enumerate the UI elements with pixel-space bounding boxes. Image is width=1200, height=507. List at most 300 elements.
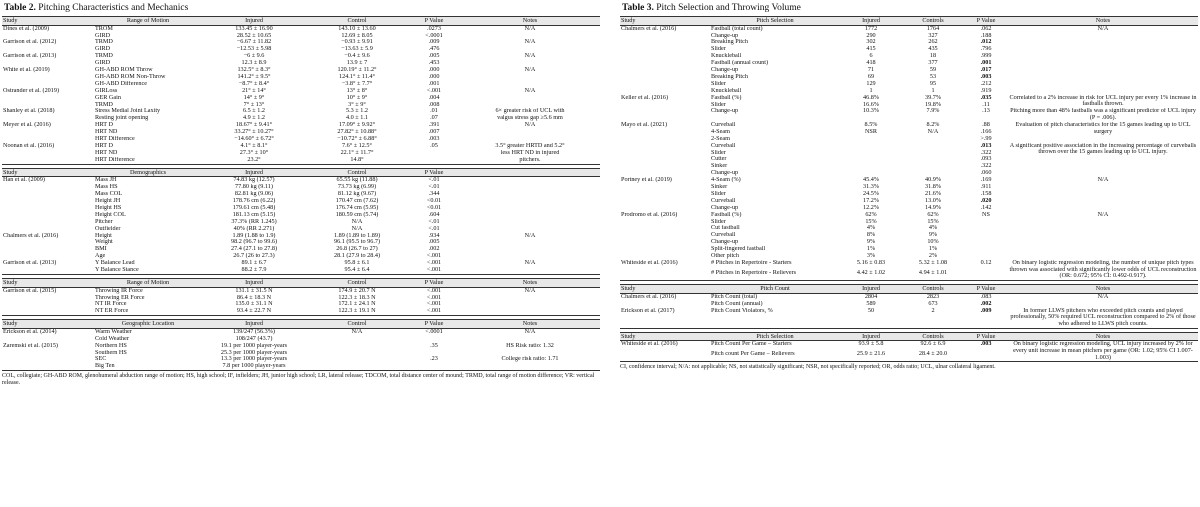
- table-cell: [2, 184, 94, 191]
- table-row: [620, 253, 1198, 260]
- table-cell: HRT Difference: [95, 136, 135, 143]
- table-cell: <.001: [426, 260, 442, 267]
- table-cell: .062: [980, 25, 992, 32]
- table-cell: −12.53 ± 5.98: [236, 46, 272, 53]
- table-cell: 290: [866, 32, 876, 39]
- table-cell: −10.72° ± 6.88°: [337, 136, 377, 143]
- column-header: Geographic Location: [121, 320, 175, 328]
- table-cell: 7.8 per 1000 player-years: [222, 363, 286, 370]
- table-cell: 74.83 kg (12.57): [233, 176, 275, 184]
- table-cell: Chalmers et al. (2016): [621, 293, 677, 300]
- table-cell: [1008, 253, 1198, 260]
- table-cell: [964, 270, 1008, 281]
- table-cell: 5.32 ± 1.08: [918, 260, 948, 266]
- table-cell: Meyer et al. (2016): [3, 122, 51, 129]
- table-cell: 7.9%: [926, 108, 940, 115]
- table-cell: .035: [980, 94, 992, 101]
- table-row: [2, 184, 600, 191]
- table-cell: <.01: [428, 225, 440, 232]
- section-header-row: [2, 320, 600, 329]
- table-cell: 1: [869, 87, 873, 94]
- table-cell: [620, 81, 710, 88]
- table-cell: 4%: [866, 225, 876, 232]
- table-cell: <.01: [428, 184, 440, 191]
- table-cell: [620, 205, 710, 212]
- table-cell: Breaking Pitch: [711, 39, 748, 46]
- table-row: [2, 267, 600, 274]
- column-header: P Value: [424, 320, 444, 328]
- column-header: Controls: [922, 332, 944, 340]
- table-cell: [460, 267, 600, 274]
- table-cell: .11: [982, 101, 990, 108]
- table-cell: 2823: [926, 293, 940, 300]
- table-cell: 40% (RR 2.271): [233, 225, 275, 232]
- table-cell: [620, 225, 710, 232]
- table-cell: 77.80 kg (9.11): [235, 184, 273, 191]
- table-cell: [620, 351, 710, 362]
- table-cell: BMI: [95, 246, 107, 253]
- table-cell: pitchers.: [519, 156, 541, 163]
- table-cell: SEC: [95, 356, 107, 363]
- column-header: P Value: [976, 17, 996, 24]
- table-cell: Height JH: [95, 198, 121, 205]
- table-cell: Other pitch: [711, 253, 740, 260]
- table-cell: Pitch Count Per Game – Starters: [711, 340, 792, 348]
- table-cell: 73.73 kg (6.99): [337, 184, 377, 191]
- table-cell: Zaremski et al. (2015): [3, 342, 58, 349]
- table-row: [2, 67, 600, 74]
- table-cell: [1008, 205, 1198, 212]
- column-header: [460, 168, 600, 177]
- table-cell: 28.52 ± 10.65: [236, 32, 272, 39]
- table-cell: .169: [980, 177, 992, 184]
- table-cell: [620, 108, 710, 121]
- table-row: [2, 198, 600, 205]
- table-cell: [902, 136, 964, 143]
- table-cell: [1008, 67, 1198, 74]
- table-cell: [620, 163, 710, 170]
- table-cell: [460, 212, 600, 219]
- table-cell: Noonan et al. (2016): [3, 143, 55, 149]
- column-header: Control: [347, 320, 367, 328]
- table-cell: 7.6° ± 12.5°: [341, 143, 372, 149]
- table-cell: Chalmers et al. (2016): [3, 232, 59, 239]
- table-cell: [460, 239, 600, 246]
- table-cell: .322: [980, 163, 992, 170]
- column-header: Study: [3, 168, 18, 176]
- table-cell: .001: [428, 80, 440, 87]
- table-cell: 129: [866, 80, 876, 87]
- table-cell: [1008, 81, 1198, 88]
- column-header: P Value: [424, 168, 444, 176]
- table-cell: [460, 184, 600, 191]
- column-header: Control: [347, 17, 367, 24]
- table-cell: 95: [929, 80, 937, 87]
- table-cell: [2, 81, 94, 88]
- table-cell: .01: [430, 108, 438, 115]
- table-row: [2, 88, 600, 95]
- table-cell: 4.0 ± 1.1: [346, 115, 368, 122]
- table-cell: .07: [430, 115, 438, 122]
- table-cell: 81.12 kg (9.67): [337, 191, 377, 198]
- table-row: [620, 33, 1198, 40]
- column-header: Notes: [1095, 332, 1111, 340]
- table-cell: [620, 60, 710, 67]
- table-cell: Fastball (annual count): [711, 60, 769, 67]
- table-row: [2, 295, 600, 302]
- table-cell: [460, 191, 600, 198]
- table-cell: [1008, 246, 1198, 253]
- table-cell: Sinker: [711, 184, 728, 191]
- table-cell: Height HS: [95, 204, 122, 211]
- table-cell: 139/247 (56.3%): [233, 328, 275, 335]
- table-cell: .060: [980, 170, 992, 177]
- table-cell: Change-up: [711, 204, 739, 211]
- column-header: Study: [3, 17, 18, 24]
- table-cell: [2, 95, 94, 102]
- table-cell: 8%: [866, 232, 876, 239]
- table-cell: [2, 157, 94, 164]
- table-cell: Whiteside et al. (2016): [621, 340, 678, 348]
- table-cell: −0.93 ± 9.91: [341, 39, 373, 46]
- table-cell: [460, 253, 600, 260]
- table-row: [620, 341, 1198, 352]
- table-cell: 13.0%: [925, 197, 941, 204]
- table-cell: .0273: [427, 25, 441, 32]
- table-cell: [460, 246, 600, 253]
- table-cell: 89.1 ± 6.7: [241, 260, 267, 267]
- table-cell: 176.74 cm (5.95): [335, 204, 379, 211]
- table-cell: 415: [866, 46, 876, 53]
- table-cell: [2, 336, 94, 343]
- table-row: [620, 191, 1198, 198]
- table-row: [2, 212, 600, 219]
- table-cell: Southern HS: [95, 349, 127, 356]
- table-cell: 82.81 kg (9.06): [234, 191, 274, 198]
- table-row: [2, 356, 600, 363]
- table-cell: [460, 308, 600, 315]
- table-cell: [2, 363, 94, 370]
- table-cell: NT IR Force: [95, 301, 127, 308]
- table-cell: N/A: [1097, 25, 1109, 32]
- table-cell: Fastball (%): [711, 94, 742, 101]
- table-cell: [460, 129, 600, 136]
- column-header: P Value: [424, 279, 444, 286]
- table-cell: 65.55 kg (11.88): [336, 176, 378, 184]
- table-cell: <0.01: [426, 198, 442, 205]
- table-cell: HRT ND: [95, 129, 118, 136]
- table-cell: Whiteside et al. (2016): [621, 260, 678, 266]
- table-cell: 5.16 ± 0.83: [856, 260, 886, 266]
- table-cell: [620, 156, 710, 163]
- table-cell: Change-up: [711, 170, 739, 177]
- table-cell: [902, 156, 964, 163]
- table-cell: 8.5%: [864, 121, 878, 128]
- table-cell: Big Ten: [95, 363, 115, 370]
- table-cell: [460, 295, 600, 302]
- table-cell: <.001: [426, 294, 442, 301]
- table-cell: [408, 150, 460, 157]
- table-cell: 131.1 ± 31.5 N: [235, 287, 273, 294]
- table-cell: .05: [430, 143, 438, 149]
- table-cell: 13.9 ± 7: [346, 60, 368, 67]
- table-cell: 28.4 ± 20.0: [918, 351, 948, 358]
- table-cell: .796: [980, 46, 992, 53]
- column-header: Controls: [922, 17, 944, 24]
- table-cell: 4.9 ± 1.2: [243, 115, 265, 122]
- table-cell: .391: [428, 122, 440, 129]
- table-cell: .093: [980, 156, 992, 163]
- table-cell: .344: [428, 191, 440, 198]
- table-cell: 4%: [928, 225, 938, 232]
- table-cell: 13° ± 8°: [346, 87, 368, 94]
- table-row: [620, 246, 1198, 253]
- table-cell: .322: [980, 149, 992, 156]
- table-cell: .007: [428, 129, 440, 136]
- table-row: [620, 219, 1198, 226]
- table-cell: 88.2 ± 7.9: [241, 267, 267, 274]
- table-row: [2, 46, 600, 53]
- table-cell: Y Balance Lead: [95, 260, 135, 267]
- table-cell: 62%: [927, 211, 939, 218]
- table-cell: <.0001: [425, 328, 443, 335]
- table-cell: [460, 95, 600, 102]
- table-cell: [902, 163, 964, 170]
- table-cell: [306, 343, 408, 350]
- table-cell: <.0001: [425, 32, 443, 39]
- table-2-footnote: COL, collegiate; GH-ABD ROM, glenohumeral abduction range of motion; HS, high school; IF, infielders; JH, junior high school; LR, lateral release; TDCOM, total distance center of mound; TRMD, total range of motion difference; VR: vertical release.: [2, 373, 595, 387]
- table-row: [2, 336, 600, 343]
- table-cell: Resting joint opening: [95, 115, 149, 122]
- table-row: [2, 239, 600, 246]
- table-cell: 14.9%: [925, 204, 941, 211]
- table-row: [620, 260, 1198, 270]
- column-header: Notes: [1095, 285, 1111, 293]
- table-cell: Slider: [711, 218, 726, 225]
- table-cell: [2, 246, 94, 253]
- table-cell: <.001: [426, 287, 442, 294]
- table-cell: N/A: [1097, 177, 1109, 184]
- table-row: [2, 102, 600, 109]
- table-cell: Slider: [711, 190, 726, 197]
- table-cell: [620, 129, 710, 136]
- table-cell: GIRD: [95, 60, 111, 67]
- table-cell: GIRD: [95, 32, 111, 39]
- table-cell: [408, 336, 460, 343]
- table-cell: [460, 219, 600, 226]
- table-cell: 6.5 ± 1.2: [243, 108, 265, 115]
- table-cell: .934: [428, 232, 440, 239]
- table-cell: 181.13 cm (5.15): [232, 211, 276, 218]
- table-cell: 17.09° ± 9.92°: [338, 122, 376, 129]
- table-cell: [460, 74, 600, 81]
- table-cell: [460, 226, 600, 233]
- table-row: [2, 33, 600, 40]
- table-row: [2, 177, 600, 184]
- table-cell: Garrison et al. (2013): [3, 260, 57, 267]
- table-row: [620, 239, 1198, 246]
- table-row: [620, 177, 1198, 184]
- table-cell: 93.9 ± 5.8: [858, 340, 884, 348]
- table-cell: 15%: [927, 218, 939, 225]
- table-cell: <.001: [426, 267, 442, 274]
- column-header: Control: [347, 168, 367, 176]
- table-cell: valgus stress gap ≥5.6 mm: [497, 115, 563, 122]
- table-cell: 143.10 ± 13.60: [338, 25, 376, 32]
- table-cell: [460, 102, 600, 109]
- table-cell: [460, 198, 600, 205]
- table-cell: [840, 143, 902, 150]
- table-cell: GIRD: [95, 46, 111, 53]
- table-cell: 69: [867, 73, 875, 80]
- table-cell: 135.0 ± 31.1 N: [235, 301, 273, 308]
- table-cell: .017: [980, 67, 992, 74]
- table-cell: [2, 33, 94, 40]
- table-row: [2, 301, 600, 308]
- table-cell: 27.4 (27.1 to 27.8): [230, 246, 278, 253]
- table-cell: 15%: [865, 218, 877, 225]
- table-cell: HRT D: [95, 143, 113, 149]
- table-cell: .008: [428, 101, 440, 108]
- table-cell: N/A: [524, 25, 536, 32]
- table-cell: NS: [982, 211, 990, 218]
- table-row: [2, 74, 600, 81]
- table-row: [2, 253, 600, 260]
- table-cell: NSR: [864, 128, 878, 135]
- table-cell: [620, 33, 710, 40]
- table-cell: 12.69 ± 8.05: [341, 32, 373, 39]
- table-cell: 1%: [866, 246, 876, 253]
- table-cell: [620, 219, 710, 226]
- table-cell: [2, 136, 94, 143]
- table-2: [2, 16, 600, 371]
- table-row: [2, 328, 600, 335]
- table-cell: 86.4 ± 18.3 N: [236, 294, 272, 301]
- table-cell: Warm Weather: [95, 328, 132, 335]
- table-cell: N/A: [351, 328, 363, 335]
- table-cell: 98.2 (96.7 to 99.6): [230, 239, 278, 246]
- table-cell: Split-fingered fastball: [711, 246, 766, 253]
- table-cell: N/A: [524, 122, 536, 129]
- table-cell: [2, 198, 94, 205]
- table-cell: Shanley et al. (2018): [3, 108, 55, 115]
- table-cell: 3° ± 9°: [348, 101, 366, 108]
- table-cell: 93.4 ± 22.7 N: [236, 308, 272, 315]
- table-row: [2, 233, 600, 240]
- table-row: [2, 143, 600, 150]
- table-cell: # Pitches in Repertoire - Starters: [711, 260, 792, 266]
- table-row: [620, 88, 1198, 95]
- table-cell: 4.42 ± 1.02: [856, 269, 886, 276]
- table-row: [620, 184, 1198, 191]
- table-cell: 4.94 ± 1.01: [918, 269, 948, 276]
- column-header: Injured: [862, 332, 880, 340]
- table-cell: .005: [428, 53, 440, 60]
- table-cell: [902, 170, 964, 177]
- table-cell: 4.1° ± 8.1°: [240, 143, 268, 149]
- table-cell: [964, 253, 1008, 260]
- table-cell: 16.6%: [863, 101, 879, 108]
- table-cell: [2, 129, 94, 136]
- table-cell: [2, 205, 94, 212]
- table-cell: .001: [980, 60, 992, 67]
- table-cell: .003: [980, 73, 992, 80]
- table-cell: Slider: [711, 149, 726, 156]
- table-cell: 14.8°: [350, 156, 364, 163]
- table-row: [620, 205, 1198, 212]
- column-header: Pitch Count: [760, 285, 790, 293]
- table-cell: 108/247 (43.7): [235, 335, 273, 342]
- table-cell: [964, 219, 1008, 226]
- table-cell: Prodromo et al. (2016): [621, 211, 678, 218]
- table-cell: .453: [428, 60, 440, 67]
- table-cell: Evaluation of pitch characteristics for the 15 games leading up to UCL surgery: [1015, 121, 1191, 135]
- table-cell: Cut fastball: [711, 225, 740, 232]
- table-cell: [840, 156, 902, 163]
- table-cell: 180.59 cm (5.74): [335, 211, 379, 218]
- table-cell: 170.47 cm (7.62): [335, 198, 379, 205]
- table-cell: HRT Difference: [95, 156, 135, 163]
- table-cell: 4-Seam: [711, 128, 730, 135]
- table-cell: [620, 53, 710, 60]
- table-cell: [964, 351, 1008, 362]
- table-cell: Garrison et al. (2013): [3, 53, 57, 60]
- table-cell: [902, 150, 964, 157]
- table-cell: .002: [980, 300, 992, 307]
- table-cell: Northern HS: [95, 342, 127, 349]
- table-cell: 92.6 ± 6.9: [920, 340, 946, 348]
- column-header: Range of Motion: [126, 17, 170, 24]
- table-cell: 132.5° ± 8.3°: [237, 67, 271, 74]
- table-cell: −6 ± 9.6: [243, 53, 265, 60]
- table-cell: >.99: [980, 135, 992, 142]
- column-header: Injured: [862, 285, 880, 293]
- table-cell: Throwing IR Force: [95, 287, 143, 294]
- table-cell: [408, 363, 460, 370]
- table-row: [620, 143, 1198, 150]
- table-cell: .35: [430, 342, 438, 349]
- table-cell: 7° ± 13°: [243, 101, 265, 108]
- table-row: [2, 108, 600, 115]
- table-row: [2, 226, 600, 233]
- table-cell: Change-up: [711, 108, 739, 115]
- table-cell: −14.60° ± 6.72°: [234, 136, 274, 143]
- table-cell: 122.3 ± 19.1 N: [338, 308, 376, 315]
- table-cell: 12.2%: [863, 204, 879, 211]
- table-cell: N/A: [1097, 293, 1109, 300]
- table-cell: −3.8° ± 7.7°: [341, 80, 373, 87]
- column-header: P Value: [976, 285, 996, 293]
- table-row: [620, 67, 1198, 74]
- table-cell: [1008, 198, 1198, 205]
- table-cell: Knuckleball: [711, 87, 742, 94]
- table-cell: N/A: [351, 225, 363, 232]
- column-header: Pitch Selection: [756, 332, 794, 340]
- table-row: [2, 150, 600, 157]
- table-cell: NT ER Force: [95, 308, 129, 315]
- table-cell: 435: [928, 46, 938, 53]
- table-row: [620, 198, 1198, 205]
- column-header: Notes: [522, 320, 538, 328]
- table-cell: [620, 191, 710, 198]
- table-cell: .009: [980, 307, 992, 314]
- table-cell: GH-ABD ROM Non-Throw: [95, 73, 166, 80]
- table-cell: 6: [869, 53, 873, 60]
- column-header: Study: [3, 279, 18, 286]
- table-row: [2, 219, 600, 226]
- table-cell: [2, 212, 94, 219]
- table-cell: .212: [980, 80, 992, 87]
